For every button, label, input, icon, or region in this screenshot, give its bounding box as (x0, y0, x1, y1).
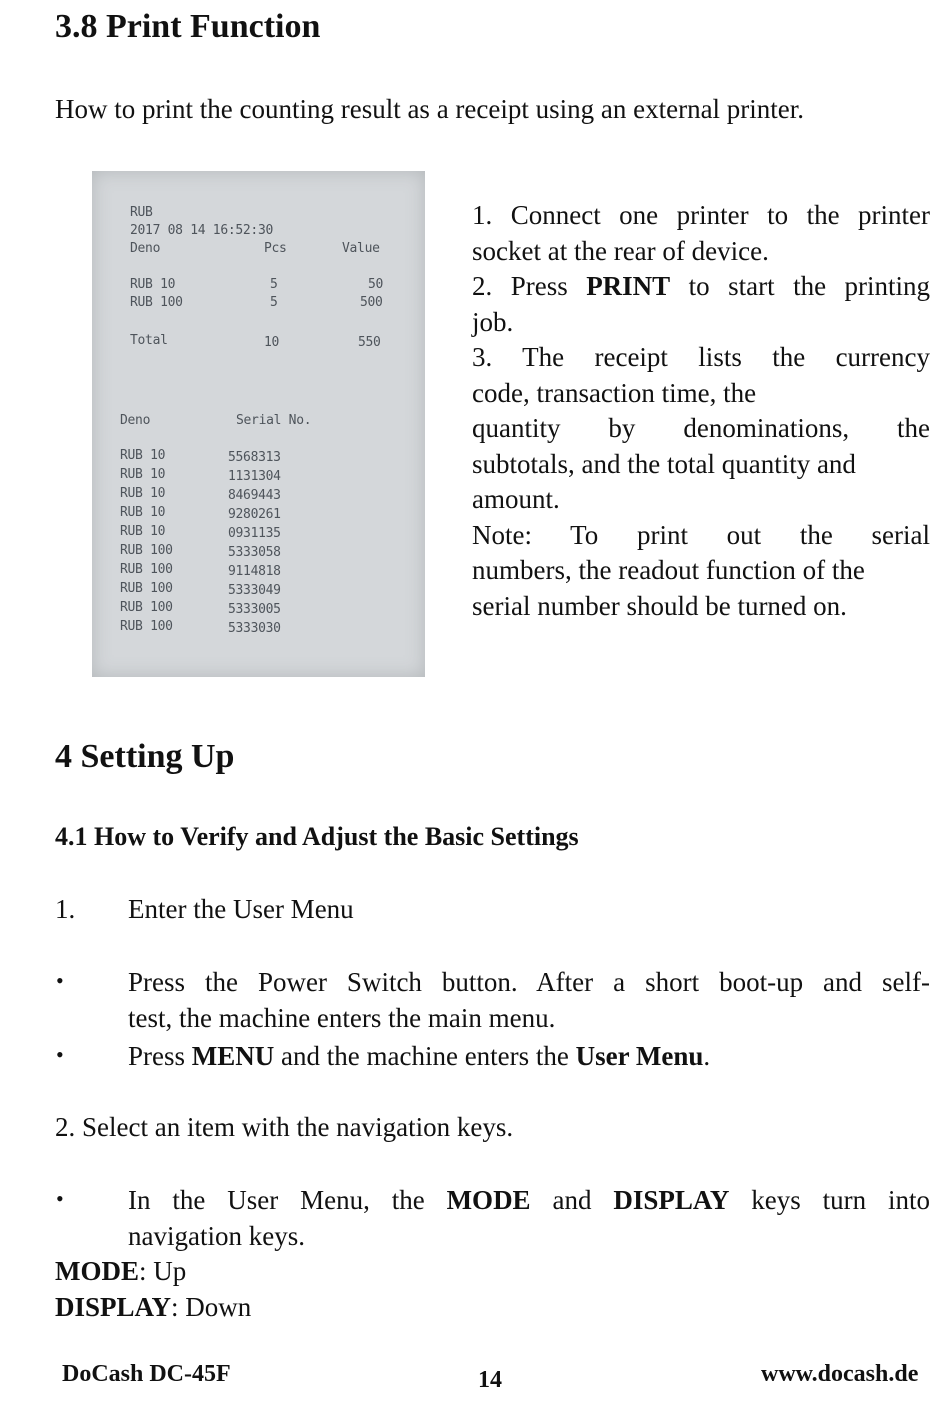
footer-website: www.docash.de (761, 1361, 919, 1387)
note-line: numbers, the readout function of the (472, 555, 865, 585)
footer-page-number: 14 (478, 1367, 502, 1393)
mode-key: MODE (55, 1256, 139, 1286)
step-1-number: 1. (55, 894, 76, 924)
step-2-pre: 2. Press (472, 271, 587, 301)
bullet-icon: • (56, 1186, 64, 1211)
step-2-line (472, 269, 930, 305)
bullet-3-line (128, 1183, 930, 1219)
receipt-row-pcs: 5 (270, 295, 278, 310)
receipt-serial-header-denom: Deno (120, 413, 151, 428)
receipt-serial-denom: RUB 100 (120, 619, 173, 634)
mode-desc: : Up (139, 1256, 187, 1286)
step-3-line: quantity by denominations, the (472, 413, 930, 443)
receipt-row-value: 50 (368, 277, 384, 292)
bullet-2-post: . (703, 1041, 711, 1071)
receipt-header-value: Value (342, 241, 380, 256)
receipt-serial-header-serial: Serial No. (236, 413, 312, 428)
mode-key-label: MODE (446, 1185, 531, 1215)
bullet-2 (128, 1039, 710, 1075)
step-3-line: amount. (472, 484, 560, 514)
bullet-icon: • (56, 968, 64, 993)
mode-definition (55, 1254, 186, 1290)
bullet-3 (128, 1183, 930, 1254)
footer-model: DoCash DC-45F (62, 1361, 231, 1387)
receipt-total-value: 550 (358, 335, 381, 350)
step-1-text: Enter the User Menu (128, 894, 354, 924)
bullet-1-line: test, the machine enters the main menu. (128, 1002, 556, 1033)
receipt-serial-denom: RUB 100 (120, 581, 173, 596)
note-line: Note: To print out the serial (472, 519, 930, 550)
bullet-3-pre: In the User Menu, the (128, 1185, 447, 1215)
bullet-2-pre: Press (128, 1041, 192, 1071)
receipt-currency: RUB (130, 205, 153, 220)
receipt-total-pcs: 10 (264, 335, 280, 350)
bullet-3-post: keys turn into (729, 1185, 930, 1215)
bullet-2-mid: and the machine enters the (274, 1041, 576, 1071)
receipt-serial-denom: RUB 100 (120, 543, 173, 558)
receipt-serial-number: 9114818 (228, 564, 281, 579)
receipt-row-denom: RUB 10 (130, 277, 176, 292)
step-2-post: to start the printing (670, 271, 931, 301)
bullet-3-line: navigation keys. (128, 1220, 305, 1251)
receipt-serial-number: 5333049 (228, 583, 281, 598)
receipt-serial-number: 5333030 (228, 621, 281, 636)
display-definition (55, 1290, 251, 1326)
display-key: DISPLAY (55, 1292, 172, 1322)
display-key-label: DISPLAY (613, 1185, 730, 1215)
receipt-serial-denom: RUB 10 (120, 448, 166, 463)
user-menu-label: User Menu (575, 1041, 704, 1071)
receipt-serial-number: 0931135 (228, 526, 281, 541)
receipt-serial-denom: RUB 100 (120, 562, 173, 577)
step-3-line: 3. The receipt lists the currency (472, 342, 930, 372)
bullet-icon: • (56, 1042, 64, 1067)
receipt-serial-number: 8469443 (228, 488, 281, 503)
receipt-header-pcs: Pcs (264, 241, 287, 256)
receipt-serial-denom: RUB 10 (120, 505, 166, 520)
receipt-serial-denom: RUB 10 (120, 524, 166, 539)
receipt-serial-number: 9280261 (228, 507, 281, 522)
menu-key-label: MENU (191, 1041, 275, 1071)
bullet-1 (128, 965, 930, 1036)
section-title-4: 4 Setting Up (55, 738, 235, 775)
receipt-serial-denom: RUB 100 (120, 600, 173, 615)
receipt-datetime: 2017 08 14 16:52:30 (130, 223, 274, 238)
step-1-line: socket at the rear of device. (472, 235, 769, 266)
receipt-photo (92, 171, 425, 677)
section-intro: How to print the counting result as a receipt using an external printer. (55, 94, 805, 124)
step-2-line: job. (472, 306, 514, 337)
step-1-line: 1. Connect one printer to the printer (472, 200, 930, 230)
receipt-serial-number: 5333005 (228, 602, 281, 617)
receipt-serial-number: 5568313 (228, 450, 281, 465)
note-line: serial number should be turned on. (472, 590, 847, 621)
section-title-4-1: 4.1 How to Verify and Adjust the Basic Settings (55, 822, 579, 851)
receipt-total-label: Total (130, 333, 168, 348)
receipt-serial-denom: RUB 10 (120, 467, 166, 482)
receipt-row-pcs: 5 (270, 277, 278, 292)
receipt-serial-number: 1131304 (228, 469, 281, 484)
receipt-header-denom: Deno (130, 241, 161, 256)
receipt-row-value: 500 (360, 295, 383, 310)
receipt-serial-denom: RUB 10 (120, 486, 166, 501)
print-key-label: PRINT (586, 271, 671, 301)
bullet-3-mid: and (530, 1185, 614, 1215)
section-title-3-8: 3.8 Print Function (55, 8, 321, 45)
step-3-line: subtotals, and the total quantity and (472, 448, 856, 479)
print-steps (472, 198, 930, 624)
receipt-serial-number: 5333058 (228, 545, 281, 560)
step-3-line: code, transaction time, the (472, 377, 757, 408)
display-desc: : Down (171, 1292, 252, 1322)
receipt-row-denom: RUB 100 (130, 295, 183, 310)
bullet-1-line: Press the Power Switch button. After a short boot-up and self- (128, 967, 930, 997)
step-2-text: 2. Select an item with the navigation keys. (55, 1112, 514, 1142)
